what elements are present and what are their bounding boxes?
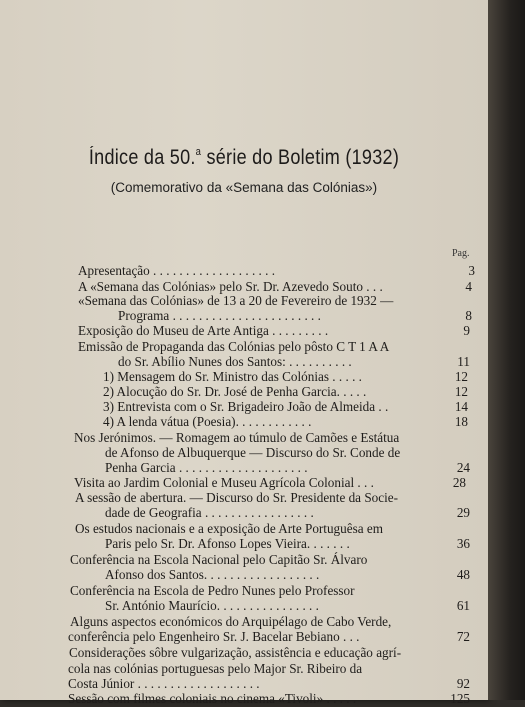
toc-entry bbox=[0, 263, 488, 279]
toc-entry-page: 28 bbox=[452, 475, 466, 490]
toc-entry-text: Afonso dos Santos. . . . . . . . . . . . . . . . . . bbox=[105, 567, 320, 582]
toc-entry-page: 12 bbox=[454, 384, 468, 399]
toc-entry-page: 4 bbox=[465, 279, 472, 294]
title-superscript: a bbox=[195, 146, 202, 158]
toc-entry-page: 11 bbox=[457, 354, 470, 369]
toc-entry-text: Alguns aspectos económicos do Arquipélago de Cabo Verde, bbox=[70, 614, 392, 629]
toc-entry-page: 125 bbox=[450, 691, 470, 706]
toc-entry-page: 3 bbox=[468, 263, 475, 278]
title-main: Índice da 50. bbox=[88, 146, 196, 169]
toc-entry-text: 2) Alocução do Sr. Dr. José de Penha Garcia. . . . . bbox=[103, 384, 367, 399]
toc-entry bbox=[0, 323, 488, 339]
toc-entry-page: 48 bbox=[456, 567, 470, 582]
toc-entry-page: 29 bbox=[456, 505, 470, 520]
toc-entry-text: 4) A lenda vátua (Poesia). . . . . . . . . . . . bbox=[103, 414, 312, 429]
toc-entry bbox=[0, 430, 488, 446]
toc-entry-text: Emissão de Propaganda das Colónias pelo pôsto C T 1 A A bbox=[78, 339, 390, 354]
toc-entry-text: conferência pelo Engenheiro Sr. J. Bacelar Bebiano . . . bbox=[68, 629, 360, 644]
toc-entry-text: Sr. António Maurício. . . . . . . . . . . . . . . . bbox=[105, 598, 319, 613]
toc-entry bbox=[0, 369, 488, 385]
toc-entry-text: Conferência na Escola Nacional pelo Capitão Sr. Álvaro bbox=[70, 552, 368, 567]
toc-entry-text: 1) Mensagem do Sr. Ministro das Colónias . . . . . bbox=[103, 369, 362, 384]
toc-entry bbox=[0, 414, 488, 430]
toc-entry bbox=[0, 339, 488, 355]
toc-entry bbox=[0, 475, 488, 491]
toc-entry bbox=[0, 614, 488, 630]
toc-entry bbox=[0, 676, 488, 692]
title-end: série do Boletim (1932) bbox=[201, 146, 400, 169]
toc-entry-text: Nos Jerónimos. — Romagem ao túmulo de Camões e Estátua bbox=[74, 430, 400, 445]
toc-entry bbox=[0, 629, 488, 645]
toc-entry-text: Exposição do Museu de Arte Antiga . . . . . . . . . bbox=[78, 323, 329, 338]
toc-entry-page: 12 bbox=[454, 369, 468, 384]
toc-entry bbox=[0, 598, 488, 614]
toc-entry bbox=[0, 661, 488, 677]
toc-entry-page: 8 bbox=[465, 308, 472, 323]
toc-entry bbox=[0, 399, 488, 415]
toc-entry bbox=[0, 521, 488, 537]
toc-entry bbox=[0, 691, 488, 707]
toc-entry-page: 92 bbox=[456, 676, 470, 691]
toc-entry bbox=[0, 490, 488, 506]
toc-entry-text: A sessão de abertura. — Discurso do Sr. Presidente da Socie- bbox=[75, 490, 399, 505]
book-edge bbox=[488, 0, 525, 700]
toc-entry bbox=[0, 552, 488, 568]
toc-entry-text: Apresentação . . . . . . . . . . . . . . . . . . . bbox=[78, 263, 276, 278]
toc-entry-text: de Afonso de Albuquerque — Discurso do Sr. Conde de bbox=[105, 445, 401, 460]
toc-entry bbox=[0, 645, 488, 661]
toc-entry bbox=[0, 567, 488, 583]
toc-entry bbox=[0, 536, 488, 552]
toc-entry bbox=[0, 384, 488, 400]
toc-entry bbox=[0, 308, 488, 324]
toc-entry bbox=[0, 445, 488, 461]
toc-entry-page: 9 bbox=[463, 323, 470, 338]
toc-entry-text: «Semana das Colónias» de 13 a 20 de Fevereiro de 1932 — bbox=[78, 293, 394, 308]
page-column-label: Pag. bbox=[452, 248, 470, 259]
toc-entry-page: 24 bbox=[456, 460, 470, 475]
toc-entry-page: 18 bbox=[454, 414, 468, 429]
toc-entry bbox=[0, 354, 488, 370]
toc-entry bbox=[0, 505, 488, 521]
toc-entry-text: Os estudos nacionais e a exposição de Arte Portuguêsa em bbox=[75, 521, 383, 536]
toc-entry-text: Costa Júnior . . . . . . . . . . . . . . . . . . . bbox=[68, 676, 260, 691]
toc-entry-text: A «Semana das Colónias» pelo Sr. Dr. Azevedo Souto . . . bbox=[78, 279, 383, 294]
toc-entry bbox=[0, 460, 488, 476]
toc-entry-text: 3) Entrevista com o Sr. Brigadeiro João de Almeida . . bbox=[103, 399, 389, 414]
toc-entry-page: 72 bbox=[456, 629, 470, 644]
toc-entry-text: do Sr. Abílio Nunes dos Santos: . . . . . . . . . . bbox=[118, 354, 352, 369]
toc-entry bbox=[0, 583, 488, 599]
toc-entry bbox=[0, 293, 488, 309]
toc-entry-text: dade de Geografia . . . . . . . . . . . . . . . . . bbox=[105, 505, 314, 520]
toc-entry-text: cola nas colónias portuguesas pelo Major Sr. Ribeiro da bbox=[68, 661, 363, 676]
toc-entry-text: Programa . . . . . . . . . . . . . . . . . . . . . . . bbox=[118, 308, 321, 323]
toc-entry-text: Sessão com filmes coloniais no cinema «Tivoli» . . . . . bbox=[68, 691, 357, 706]
toc-entry-text: Visita ao Jardim Colonial e Museu Agrícola Colonial . . . bbox=[74, 475, 374, 490]
toc-entry-text: Conferência na Escola de Pedro Nunes pelo Professor bbox=[70, 583, 355, 598]
toc-entry-text: Paris pelo Sr. Dr. Afonso Lopes Vieira. . . . . . . bbox=[105, 536, 350, 551]
page-subtitle: (Comemorativo da «Semana das Colónias») bbox=[110, 180, 378, 195]
toc-entry-page: 61 bbox=[456, 598, 470, 613]
toc-entry-page: 36 bbox=[456, 536, 470, 551]
toc-entry-text: Penha Garcia . . . . . . . . . . . . . . . . . . . . bbox=[105, 460, 308, 475]
toc-entry-text: Considerações sôbre vulgarização, assistência e educação agrí- bbox=[69, 645, 402, 660]
toc-entry-page: 14 bbox=[454, 399, 468, 414]
